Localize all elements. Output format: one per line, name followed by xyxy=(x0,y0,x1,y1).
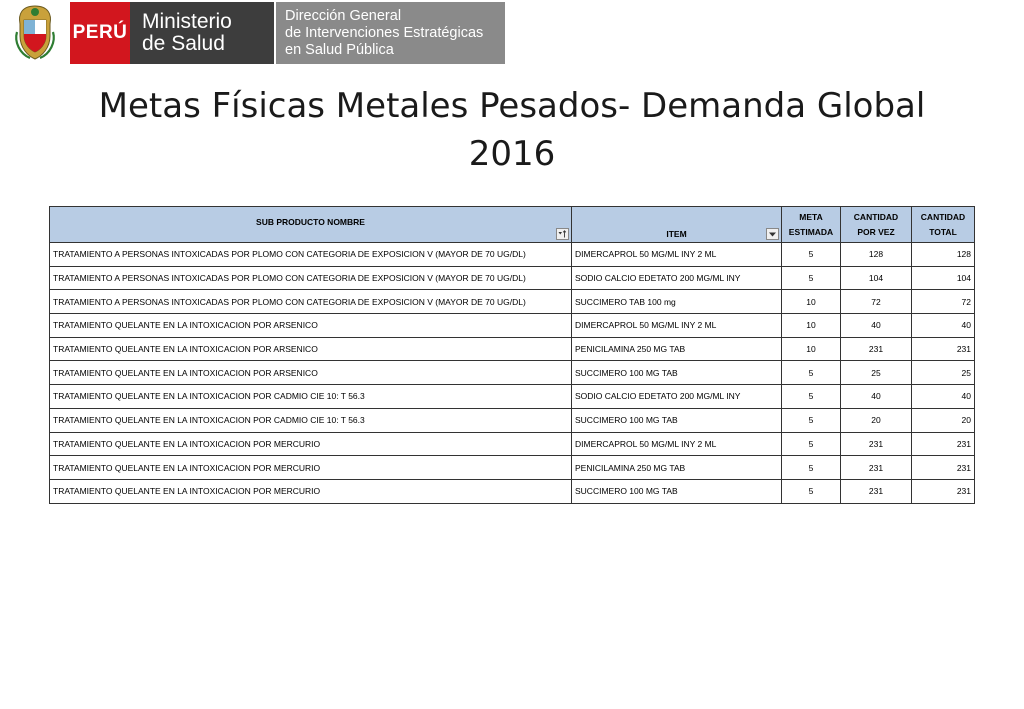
table-row xyxy=(50,432,975,456)
cell-cantidad-vez: 20 xyxy=(841,408,912,432)
direccion-line-2: de Intervenciones Estratégicas xyxy=(285,24,484,41)
cell-cantidad-vez: 25 xyxy=(841,361,912,385)
cell-cantidad-vez: 128 xyxy=(841,243,912,267)
ministerio-line-1: Ministerio xyxy=(142,10,232,33)
cell-item: DIMERCAPROL 50 MG/ML INY 2 ML xyxy=(572,432,782,456)
cell-cantidad-total: 20 xyxy=(912,408,975,432)
table-row xyxy=(50,243,975,267)
header-cantidad-total xyxy=(912,207,975,243)
cell-cantidad-total: 231 xyxy=(912,432,975,456)
cell-item: SODIO CALCIO EDETATO 200 MG/ML INY xyxy=(572,266,782,290)
cell-sub-producto: TRATAMIENTO QUELANTE EN LA INTOXICACION POR MERCURIO xyxy=(50,432,572,456)
sort-filter-button[interactable] xyxy=(556,228,569,240)
cell-cantidad-total: 231 xyxy=(912,337,975,361)
peru-brand-block xyxy=(70,2,130,64)
direccion-line-3: en Salud Pública xyxy=(285,41,394,58)
header-logo-strip xyxy=(8,0,508,66)
cell-item: PENICILAMINA 250 MG TAB xyxy=(572,456,782,480)
table-row xyxy=(50,290,975,314)
cell-meta: 5 xyxy=(782,361,841,385)
table-header-row xyxy=(50,207,975,243)
table-body xyxy=(50,243,975,504)
cell-meta: 5 xyxy=(782,266,841,290)
cell-item: SUCCIMERO TAB 100 mg xyxy=(572,290,782,314)
cell-cantidad-vez: 231 xyxy=(841,337,912,361)
cell-meta: 5 xyxy=(782,385,841,409)
cell-sub-producto: TRATAMIENTO A PERSONAS INTOXICADAS POR PLOMO CON CATEGORIA DE EXPOSICION V (MAYOR DE 70 UG/DL) xyxy=(50,290,572,314)
cell-meta: 5 xyxy=(782,432,841,456)
direccion-line-1: Dirección General xyxy=(285,7,402,24)
cell-sub-producto: TRATAMIENTO QUELANTE EN LA INTOXICACION POR CADMIO CIE 10: T 56.3 xyxy=(50,408,572,432)
filter-dropdown-button[interactable] xyxy=(766,228,779,240)
cell-meta: 5 xyxy=(782,479,841,503)
cell-item: PENICILAMINA 250 MG TAB xyxy=(572,337,782,361)
cell-item: SODIO CALCIO EDETATO 200 MG/ML INY xyxy=(572,385,782,409)
cell-sub-producto: TRATAMIENTO QUELANTE EN LA INTOXICACION POR ARSENICO xyxy=(50,337,572,361)
table-row xyxy=(50,408,975,432)
cell-sub-producto: TRATAMIENTO QUELANTE EN LA INTOXICACION POR MERCURIO xyxy=(50,479,572,503)
cell-item: SUCCIMERO 100 MG TAB xyxy=(572,408,782,432)
cell-cantidad-total: 231 xyxy=(912,456,975,480)
cell-cantidad-vez: 231 xyxy=(841,456,912,480)
cell-meta: 10 xyxy=(782,314,841,338)
header-item-label: ITEM xyxy=(666,229,687,239)
header-meta-line-2: ESTIMADA xyxy=(788,226,834,237)
page-title xyxy=(0,82,1024,178)
header-sub-producto xyxy=(50,207,572,243)
cell-meta: 10 xyxy=(782,290,841,314)
dropdown-arrow-icon xyxy=(768,230,777,238)
header-cantidad-total-line-1: CANTIDAD xyxy=(920,211,966,222)
header-cantidad-vez-line-2: POR VEZ xyxy=(857,226,895,237)
ministerio-line-2: de Salud xyxy=(142,32,225,55)
cell-item: DIMERCAPROL 50 MG/ML INY 2 ML xyxy=(572,314,782,338)
cell-meta: 10 xyxy=(782,337,841,361)
cell-cantidad-total: 40 xyxy=(912,314,975,338)
cell-cantidad-total: 25 xyxy=(912,361,975,385)
header-item xyxy=(572,207,782,243)
cell-cantidad-total: 128 xyxy=(912,243,975,267)
cell-sub-producto: TRATAMIENTO QUELANTE EN LA INTOXICACION POR CADMIO CIE 10: T 56.3 xyxy=(50,385,572,409)
table-row xyxy=(50,385,975,409)
cell-cantidad-vez: 231 xyxy=(841,479,912,503)
cell-cantidad-total: 40 xyxy=(912,385,975,409)
cell-cantidad-total: 231 xyxy=(912,479,975,503)
cell-cantidad-total: 104 xyxy=(912,266,975,290)
cell-cantidad-vez: 231 xyxy=(841,432,912,456)
header-cantidad-vez-line-1: CANTIDAD xyxy=(853,211,899,222)
table-row xyxy=(50,314,975,338)
cell-item: SUCCIMERO 100 MG TAB xyxy=(572,361,782,385)
cell-meta: 5 xyxy=(782,243,841,267)
ministerio-brand-block xyxy=(130,2,274,64)
cell-cantidad-total: 72 xyxy=(912,290,975,314)
cell-sub-producto: TRATAMIENTO A PERSONAS INTOXICADAS POR PLOMO CON CATEGORIA DE EXPOSICION V (MAYOR DE 70 UG/DL) xyxy=(50,266,572,290)
header-cantidad-por-vez xyxy=(841,207,912,243)
cell-item: DIMERCAPROL 50 MG/ML INY 2 ML xyxy=(572,243,782,267)
cell-cantidad-vez: 104 xyxy=(841,266,912,290)
table-row xyxy=(50,479,975,503)
page-title-line-1: Metas Físicas Metales Pesados- Demanda Global xyxy=(98,86,926,126)
cell-meta: 5 xyxy=(782,408,841,432)
peru-coat-of-arms-icon xyxy=(12,2,58,62)
header-cantidad-total-line-2: TOTAL xyxy=(929,226,957,237)
sort-filter-icon xyxy=(558,230,567,238)
header-meta-line-1: META xyxy=(799,211,823,222)
cell-sub-producto: TRATAMIENTO QUELANTE EN LA INTOXICACION POR ARSENICO xyxy=(50,314,572,338)
table-row xyxy=(50,266,975,290)
cell-sub-producto: TRATAMIENTO QUELANTE EN LA INTOXICACION POR MERCURIO xyxy=(50,456,572,480)
direccion-brand-block xyxy=(276,2,505,64)
cell-cantidad-vez: 40 xyxy=(841,385,912,409)
cell-cantidad-vez: 72 xyxy=(841,290,912,314)
header-sub-producto-label: SUB PRODUCTO NOMBRE xyxy=(256,217,365,227)
cell-sub-producto: TRATAMIENTO A PERSONAS INTOXICADAS POR PLOMO CON CATEGORIA DE EXPOSICION V (MAYOR DE 70 UG/DL) xyxy=(50,243,572,267)
page-title-line-2: 2016 xyxy=(468,134,556,174)
cell-cantidad-vez: 40 xyxy=(841,314,912,338)
metas-table xyxy=(49,206,975,504)
peru-label: PERÚ xyxy=(72,22,128,43)
table-row xyxy=(50,361,975,385)
header-meta-estimada xyxy=(782,207,841,243)
table-row xyxy=(50,337,975,361)
cell-item: SUCCIMERO 100 MG TAB xyxy=(572,479,782,503)
cell-sub-producto: TRATAMIENTO QUELANTE EN LA INTOXICACION POR ARSENICO xyxy=(50,361,572,385)
table-row xyxy=(50,456,975,480)
cell-meta: 5 xyxy=(782,456,841,480)
